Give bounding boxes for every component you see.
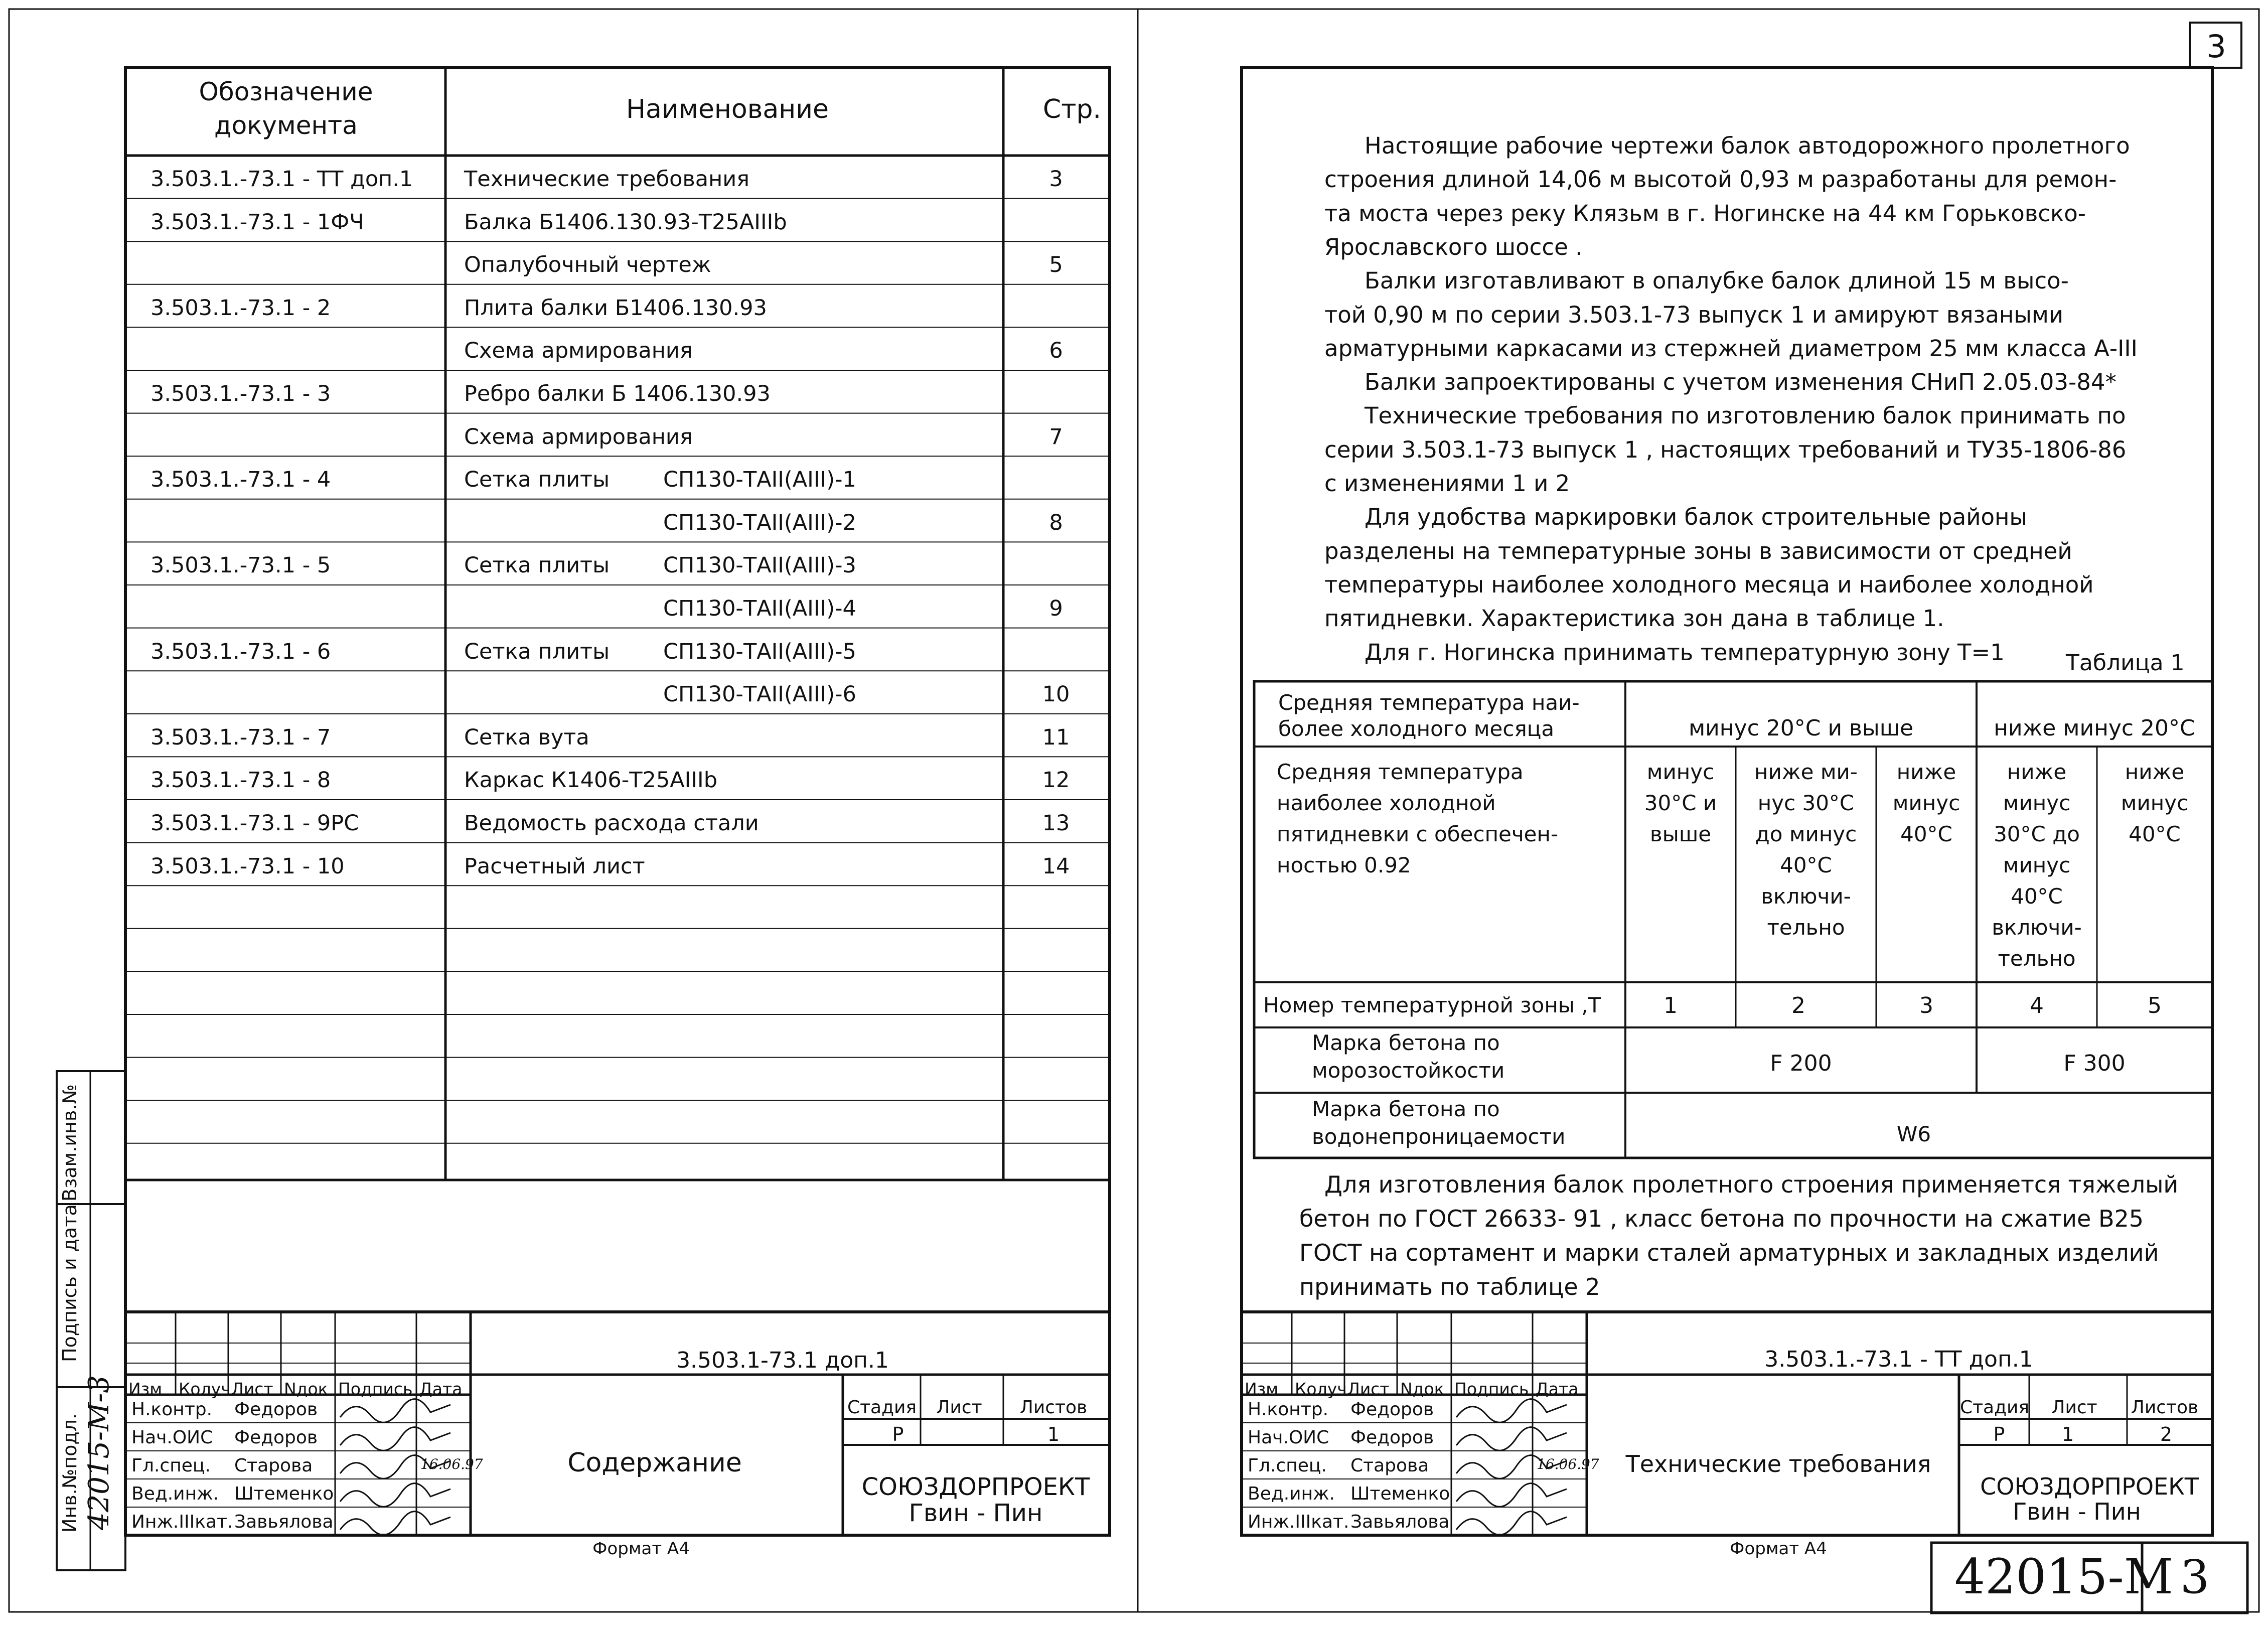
row2-label: ностью 0.92 — [1277, 853, 1411, 877]
row2-cell: минус — [1646, 760, 1715, 784]
row-name: Сетка плиты — [464, 639, 610, 664]
signature-mark — [1456, 1512, 1567, 1535]
signature-mark — [1456, 1427, 1567, 1451]
frost-grade-b: F 300 — [2063, 1051, 2126, 1076]
row-name-mark: СП130-ТАII(AIII)-2 — [663, 510, 856, 535]
stamp-role: Вед.инж. — [1248, 1483, 1335, 1504]
row-designation: 3.503.1.-73.1 - 8 — [150, 768, 331, 793]
row2-cell: включи- — [1992, 915, 2082, 940]
row-page: 9 — [1049, 596, 1063, 621]
row-designation: 3.503.1.-73.1 - 9РС — [150, 811, 359, 836]
row-name-mark: СП130-ТАII(AIII)-1 — [663, 467, 856, 493]
stamp-col-header: Подпись — [338, 1379, 413, 1399]
stamp-name: Федоров — [1350, 1399, 1434, 1420]
stamp-col-header: Изм — [128, 1379, 163, 1399]
stamp-col-header: Подпись — [1454, 1379, 1529, 1399]
row-name-mark: СП130-ТАII(AIII)-5 — [663, 639, 856, 664]
row1-label: Средняя температура наи- — [1278, 690, 1580, 715]
stamp-name: Штеменко — [1350, 1483, 1450, 1504]
signature-mark — [1456, 1399, 1567, 1423]
stamp-date: 16.06.97 — [420, 1456, 483, 1472]
signature-mark — [340, 1483, 450, 1507]
row-page: 12 — [1042, 768, 1070, 793]
row-page: 3 — [1049, 167, 1063, 192]
row-designation: 3.503.1.-73.1 - 3 — [150, 381, 331, 406]
text-line: Для изготовления балок пролетного строения применяется тяжелый — [1324, 1171, 2179, 1198]
text-line: ГОСТ на сортамент и марки сталей арматурных и закладных изделий — [1299, 1239, 2159, 1266]
row-page: 5 — [1049, 252, 1063, 278]
stamp-role: Вед.инж. — [131, 1483, 219, 1504]
row-designation: 3.503.1.-73.1 - 4 — [150, 467, 331, 493]
row2-cell: 40°С — [2129, 822, 2181, 846]
stamp-col-header: Изм — [1245, 1379, 1279, 1399]
row-designation: 3.503.1.-73.1 - 5 — [150, 553, 331, 578]
row-name: Расчетный лист — [464, 853, 645, 879]
r1-col-a: минус 20°С и выше — [1688, 715, 1914, 741]
row2-cell: 30°С и — [1644, 791, 1717, 815]
text-line: разделены на температурные зоны в зависимости от средней — [1324, 537, 2072, 564]
row2-cell: ниже — [2007, 760, 2067, 784]
row2-label: наиболее холодной — [1277, 791, 1496, 815]
stamp-role: Нач.ОИС — [131, 1427, 213, 1448]
row2-cell: ниже — [1896, 760, 1956, 784]
col-header-page: Стр. — [1042, 94, 1102, 124]
row-page: 14 — [1042, 853, 1070, 879]
row-name: Опалубочный чертеж — [464, 252, 711, 278]
right-org-1: СОЮЗДОРПРОЕКТ — [1980, 1473, 2199, 1500]
row-name: Технические требования — [464, 167, 750, 192]
row2-cell: выше — [1649, 822, 1712, 846]
row3-label: Номер температурной зоны ,Т — [1263, 993, 1601, 1017]
text-line: серии 3.503.1-73 выпуск 1 , настоящих требований и ТУ35-1806-86 — [1324, 436, 2127, 463]
left-sheet-label: Лист — [936, 1397, 982, 1418]
row2-cell: тельно — [1767, 915, 1845, 940]
row-name: Балка Б1406.130.93-Т25AIIIb — [464, 209, 787, 235]
text-line: пятидневки. Характеристика зон дана в таблице 1. — [1324, 605, 1944, 632]
left-org-1: СОЮЗДОРПРОЕКТ — [861, 1473, 1090, 1501]
table-title: Таблица 1 — [2066, 650, 2185, 676]
stamp-col-header: Лист — [1347, 1379, 1390, 1399]
text-line: Балки изготавливают в опалубке балок длиной 15 м высо- — [1365, 267, 2069, 294]
row4-label: морозостойкости — [1312, 1058, 1505, 1083]
stamp-name: Старова — [1350, 1455, 1429, 1476]
row-name: Ребро балки Б 1406.130.93 — [464, 381, 771, 406]
row-page: 8 — [1049, 510, 1063, 535]
row-name: Ведомость расхода стали — [464, 811, 759, 836]
signature-mark — [340, 1512, 450, 1535]
text-line: Настоящие рабочие чертежи балок автодорожного пролетного — [1365, 132, 2130, 159]
text-line: температуры наиболее холодного месяца и наиболее холодной — [1324, 571, 2094, 598]
right-sheets-value: 2 — [2160, 1423, 2173, 1445]
row2-cell: минус — [2003, 853, 2071, 877]
row2-cell: минус — [2003, 791, 2071, 815]
row2-cell: ниже — [2125, 760, 2185, 784]
row2-cell: 30°С до — [1994, 822, 2080, 846]
text-line: бетон по ГОСТ 26633- 91 , класс бетона по прочности на сжатие В25 — [1299, 1205, 2144, 1232]
stamp-name: Федоров — [234, 1399, 318, 1420]
row-page: 13 — [1042, 811, 1070, 836]
row-page: 6 — [1049, 338, 1063, 364]
row-designation: 3.503.1.-73.1 - ТТ доп.1 — [150, 167, 413, 192]
side-label-podpis: Подпись и дата — [59, 1204, 81, 1362]
stamp-name: Завьялова — [234, 1512, 334, 1532]
row-name: Каркас К1406-Т25AIIIb — [464, 768, 718, 793]
stamp-name: Старова — [234, 1455, 313, 1476]
zone-number: 3 — [1919, 993, 1933, 1018]
stamp-date: 16.06.97 — [1537, 1456, 1599, 1472]
row-designation: 3.503.1.-73.1 - 1ФЧ — [150, 209, 364, 235]
left-sheets-value: 1 — [1047, 1423, 1060, 1445]
signature-mark — [340, 1427, 450, 1451]
row2-cell: 40°С — [1780, 853, 1832, 877]
stamp-role: Гл.спец. — [1248, 1455, 1327, 1476]
water-grade: W6 — [1896, 1122, 1931, 1146]
row-name: Схема армирования — [464, 424, 693, 450]
stamp-col-header: Дата — [419, 1379, 463, 1399]
corner-page-number: 3 — [2206, 28, 2226, 65]
row-name-mark: СП130-ТАII(AIII)-6 — [663, 682, 856, 707]
stamp-role: Н.контр. — [131, 1399, 213, 1420]
left-stamp-code: 3.503.1-73.1 доп.1 — [676, 1348, 889, 1373]
row-name: Схема армирования — [464, 338, 693, 364]
text-line: Для удобства маркировки балок строительные районы — [1365, 504, 2027, 531]
frost-grade-a: F 200 — [1770, 1051, 1832, 1076]
row-page: 10 — [1042, 682, 1070, 707]
signature-mark — [1456, 1483, 1567, 1507]
inv-number: 42015-М-3 — [83, 1375, 115, 1530]
row2-cell: тельно — [1998, 946, 2076, 971]
text-line: Ярославского шоссе . — [1324, 233, 1583, 260]
row2-cell: 40°С — [2011, 884, 2063, 909]
stamp-role: Гл.спец. — [131, 1455, 211, 1476]
left-format-label: Формат А4 — [592, 1539, 690, 1559]
row2-cell: нус 30°С — [1757, 791, 1855, 815]
row-name: Плита балки Б1406.130.93 — [464, 295, 767, 321]
stamp-name: Федоров — [234, 1427, 318, 1448]
text-line: Балки запроектированы с учетом изменения СНиП 2.05.03-84* — [1365, 369, 2117, 396]
row2-cell: ниже ми- — [1754, 760, 1858, 784]
text-line: строения длиной 14,06 м высотой 0,93 м разработаны для ремон- — [1324, 166, 2117, 193]
stamp-name: Штеменко — [234, 1483, 334, 1504]
signature-mark — [340, 1399, 450, 1423]
right-format-label: Формат А4 — [1730, 1539, 1827, 1559]
row-name: Сетка вута — [464, 724, 589, 750]
zone-number: 4 — [2030, 993, 2044, 1018]
row-page: 11 — [1042, 724, 1070, 750]
right-stamp-code: 3.503.1.-73.1 - ТТ доп.1 — [1764, 1347, 2033, 1372]
row2-label: пятидневки с обеспечен- — [1277, 822, 1559, 846]
row2-cell: минус — [2121, 791, 2189, 815]
left-stamp-title: Содержание — [567, 1448, 742, 1478]
zone-number: 2 — [1791, 993, 1805, 1018]
stamp-col-header: Лист — [231, 1379, 273, 1399]
left-sheets-label: Листов — [1019, 1397, 1088, 1418]
stamp-col-header: Колуч — [179, 1379, 231, 1399]
row5-label: Марка бетона по — [1312, 1097, 1500, 1121]
stamp-role: Инж.IIIкат. — [131, 1512, 233, 1532]
zone-number: 1 — [1664, 993, 1678, 1018]
left-org-2: Гвин - Пин — [909, 1499, 1043, 1527]
row2-cell: минус — [1892, 791, 1960, 815]
stamp-col-header: Nдок — [284, 1379, 328, 1399]
text-line: принимать по таблице 2 — [1299, 1273, 1600, 1300]
stamp-name: Федоров — [1350, 1427, 1434, 1448]
text-line: та моста через реку Клязьм в г. Ногинске на 44 км Горьковско- — [1324, 200, 2086, 227]
row-page: 7 — [1049, 424, 1063, 450]
stamp-col-header: Дата — [1536, 1379, 1579, 1399]
row-designation: 3.503.1.-73.1 - 7 — [150, 724, 331, 750]
text-line: с изменениями 1 и 2 — [1324, 470, 1570, 497]
row2-label: Средняя температура — [1277, 760, 1524, 784]
row1-label: более холодного месяца — [1278, 716, 1555, 741]
row-name-mark: СП130-ТАII(AIII)-3 — [663, 553, 856, 578]
zone-number: 5 — [2148, 993, 2162, 1018]
row-name: Сетка плиты — [464, 467, 610, 493]
stamp-role: Инж.IIIкат. — [1248, 1512, 1349, 1532]
col-header-designation-2: документа — [214, 111, 358, 140]
right-stamp-title: Технические требования — [1625, 1450, 1931, 1477]
right-stage-label: Стадия — [1959, 1397, 2030, 1418]
side-label-inv: Инв.№подл. — [59, 1413, 81, 1533]
r1-col-b: ниже минус 20°С — [1994, 715, 2195, 741]
right-sheet-value: 1 — [2061, 1423, 2074, 1445]
row2-cell: до минус — [1755, 822, 1857, 846]
right-sheet-label: Лист — [2051, 1397, 2097, 1418]
row-name: Сетка плиты — [464, 553, 610, 578]
left-stage-label: Стадия — [847, 1397, 917, 1418]
text-line: Для г. Ногинска принимать температурную зону Т=1 — [1365, 639, 2005, 666]
text-line: той 0,90 м по серии 3.503.1-73 выпуск 1 и амируют вязаными — [1324, 301, 2064, 328]
text-line: арматурными каркасами из стержней диаметром 25 мм класса А-III — [1324, 335, 2138, 362]
stamp-role: Н.контр. — [1248, 1399, 1329, 1420]
left-stage-value: Р — [892, 1423, 904, 1445]
row5-label: водонепроницаемости — [1312, 1124, 1566, 1149]
right-stage-value: Р — [1993, 1423, 2005, 1445]
row2-cell: 40°С — [1900, 822, 1952, 846]
col-header-designation-1: Обозначение — [199, 77, 373, 106]
row-designation: 3.503.1.-73.1 - 2 — [150, 295, 331, 321]
row-designation: 3.503.1.-73.1 - 10 — [150, 853, 345, 879]
stamp-col-header: Nдок — [1400, 1379, 1444, 1399]
right-org-2: Гвин - Пин — [2013, 1498, 2141, 1525]
bottom-page-number: 3 — [2180, 1550, 2210, 1604]
stamp-col-header: Колуч — [1295, 1379, 1347, 1399]
stamp-name: Завьялова — [1350, 1512, 1450, 1532]
row-name-mark: СП130-ТАII(AIII)-4 — [663, 596, 856, 621]
text-line: Технические требования по изготовлению балок принимать по — [1365, 402, 2126, 429]
row2-cell: включи- — [1761, 884, 1851, 909]
side-label-vzam: Взам.инв.№ — [59, 1084, 81, 1202]
right-sheets-label: Листов — [2131, 1397, 2199, 1418]
bottom-drawing-code: 42015-М — [1954, 1549, 2174, 1605]
row4-label: Марка бетона по — [1312, 1030, 1500, 1055]
col-header-name: Наименование — [626, 94, 829, 124]
stamp-role: Нач.ОИС — [1248, 1427, 1329, 1448]
row-designation: 3.503.1.-73.1 - 6 — [150, 639, 331, 664]
